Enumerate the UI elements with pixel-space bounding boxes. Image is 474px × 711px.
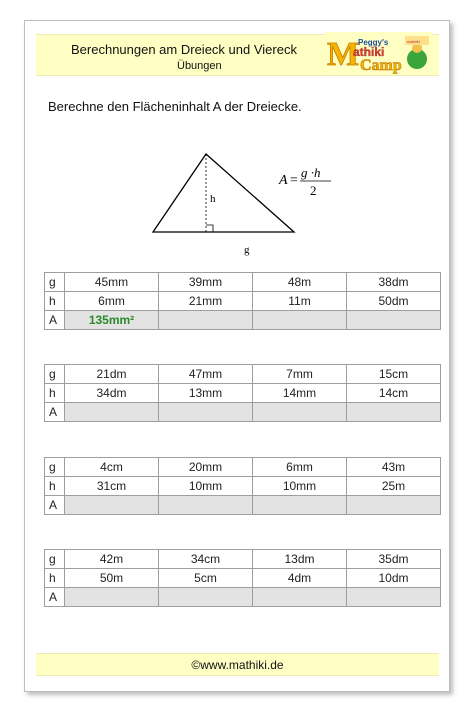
g-cell: 15cm xyxy=(347,365,441,384)
row-label-a: A xyxy=(45,311,65,330)
g-cell: 20mm xyxy=(159,458,253,477)
svg-text:athiki: athiki xyxy=(353,45,385,59)
answer-cell[interactable] xyxy=(65,496,159,515)
row-label-a: A xyxy=(45,588,65,607)
base-label: g xyxy=(244,244,250,256)
h-cell: 13mm xyxy=(159,384,253,403)
answer-cell[interactable] xyxy=(159,496,253,515)
answer-cell[interactable] xyxy=(347,311,441,330)
worksheet-subtitle: Übungen xyxy=(177,60,222,72)
g-cell: 39mm xyxy=(159,273,253,292)
mathiki-camp-logo xyxy=(325,32,432,74)
g-cell: 35dm xyxy=(347,550,441,569)
answer-cell[interactable] xyxy=(253,588,347,607)
answer-cell[interactable] xyxy=(347,496,441,515)
footer-copyright: ©www.mathiki.de xyxy=(36,653,439,676)
h-cell: 50m xyxy=(65,569,159,588)
svg-text:Peggy's: Peggy's xyxy=(358,38,389,47)
answer-cell[interactable] xyxy=(347,403,441,422)
formula-lhs: A xyxy=(279,173,288,188)
h-cell: 50dm xyxy=(347,292,441,311)
row-label-g: g xyxy=(45,365,65,384)
h-cell: 25m xyxy=(347,477,441,496)
answer-cell[interactable] xyxy=(65,588,159,607)
exercise-table-3 xyxy=(44,457,441,515)
height-label: h xyxy=(210,193,216,205)
answer-cell[interactable] xyxy=(253,496,347,515)
exercise-table-2 xyxy=(44,364,441,422)
h-cell: 14cm xyxy=(347,384,441,403)
h-cell: 21mm xyxy=(159,292,253,311)
triangle-shape xyxy=(153,154,294,232)
g-cell: 4cm xyxy=(65,458,159,477)
svg-text:mathiki: mathiki xyxy=(407,39,420,44)
svg-text:=: = xyxy=(290,173,298,188)
h-cell: 10mm xyxy=(159,477,253,496)
answer-cell[interactable] xyxy=(159,588,253,607)
h-cell: 6mm xyxy=(65,292,159,311)
formula-denominator: 2 xyxy=(310,183,317,198)
g-cell: 43m xyxy=(347,458,441,477)
answer-cell[interactable] xyxy=(253,403,347,422)
g-cell: 34cm xyxy=(159,550,253,569)
answer-cell[interactable]: 135mm² xyxy=(65,311,159,330)
answer-cell[interactable] xyxy=(347,588,441,607)
g-cell: 45mm xyxy=(65,273,159,292)
exercise-table-4 xyxy=(44,549,441,607)
row-label-h: h xyxy=(45,384,65,403)
row-label-h: h xyxy=(45,569,65,588)
svg-text:Camp: Camp xyxy=(360,57,402,74)
row-label-g: g xyxy=(45,458,65,477)
worksheet-page xyxy=(24,20,450,692)
g-cell: 38dm xyxy=(347,273,441,292)
answer-cell[interactable] xyxy=(253,311,347,330)
h-cell: 10dm xyxy=(347,569,441,588)
g-cell: 13dm xyxy=(253,550,347,569)
row-label-g: g xyxy=(45,550,65,569)
g-cell: 48m xyxy=(253,273,347,292)
area-formula xyxy=(277,164,357,208)
exercise-table-1 xyxy=(44,272,441,330)
g-cell: 6mm xyxy=(253,458,347,477)
g-cell: 42m xyxy=(65,550,159,569)
answer-cell[interactable] xyxy=(159,311,253,330)
g-cell: 21dm xyxy=(65,365,159,384)
row-label-g: g xyxy=(45,273,65,292)
instruction-text: Berechne den Flächeninhalt A der Dreiecke. xyxy=(48,99,302,114)
right-angle-marker xyxy=(206,225,213,232)
g-cell: 47mm xyxy=(159,365,253,384)
h-cell: 5cm xyxy=(159,569,253,588)
formula-numerator: g ·h xyxy=(301,165,321,180)
h-cell: 14mm xyxy=(253,384,347,403)
answer-cell[interactable] xyxy=(159,403,253,422)
worksheet-title: Berechnungen am Dreieck und Viereck xyxy=(71,42,297,57)
g-cell: 7mm xyxy=(253,365,347,384)
h-cell: 11m xyxy=(253,292,347,311)
row-label-a: A xyxy=(45,496,65,515)
row-label-a: A xyxy=(45,403,65,422)
row-label-h: h xyxy=(45,292,65,311)
h-cell: 31cm xyxy=(65,477,159,496)
h-cell: 10mm xyxy=(253,477,347,496)
svg-text:M: M xyxy=(327,36,360,73)
row-label-h: h xyxy=(45,477,65,496)
h-cell: 34dm xyxy=(65,384,159,403)
h-cell: 4dm xyxy=(253,569,347,588)
answer-cell[interactable] xyxy=(65,403,159,422)
